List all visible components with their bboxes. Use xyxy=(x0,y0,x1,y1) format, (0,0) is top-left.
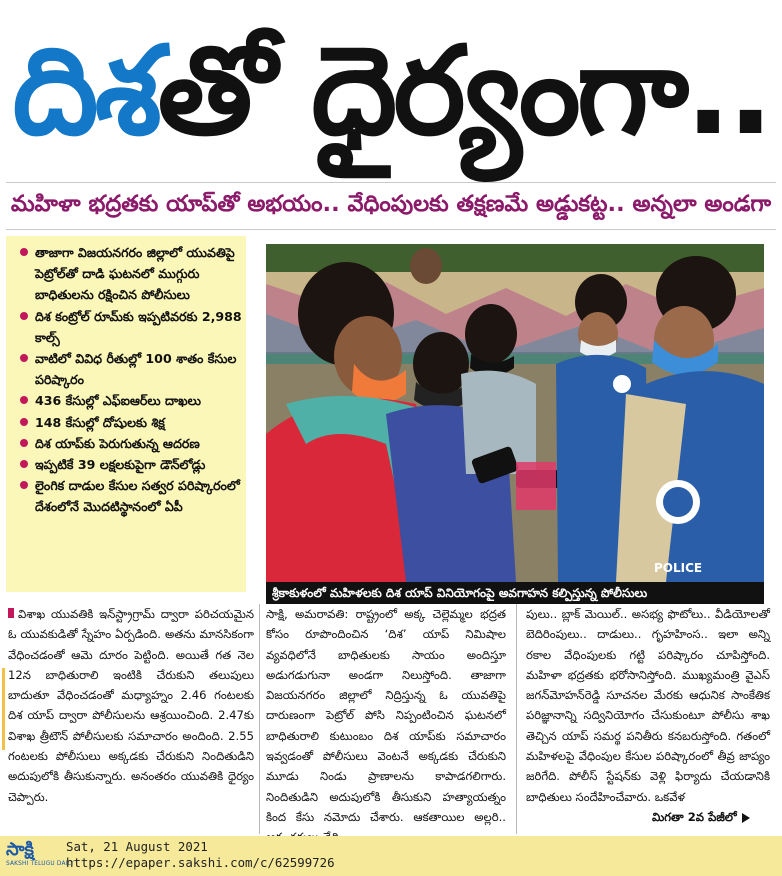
highlight-item: లైంగిక దాడుల కేసుల సత్వర పరిష్కారంలో దేశంలోనే మొదటిస్థానంలో ఏపీ xyxy=(20,475,242,517)
bullet-dot-icon xyxy=(20,460,28,468)
column-divider xyxy=(259,604,260,834)
highlight-item: తాజాగా విజయనగరం జిల్లాలో యువతిపై పెట్రోల్‌తో దాడి ఘటనలో ముగ్గురు బాధితులను రక్షించిన పోలీసులు xyxy=(20,242,242,306)
continued-note[interactable]: మిగతా 2వ పేజీలో xyxy=(652,810,772,828)
bullet-dot-icon xyxy=(20,312,28,320)
subhead-rule-bottom xyxy=(6,229,776,230)
highlight-item: ఇప్పటికే 39 లక్షలకుపైగా డౌన్‌లోడ్లు xyxy=(20,454,242,475)
bullet-dot-icon xyxy=(20,354,28,362)
bullet-dot-icon xyxy=(20,248,28,256)
story-column-3: పులు.. బ్లాక్‌ మెయిల్‌.. అసభ్య ఫొటోలు.. వీడియోలతో బెదిరింపులు.. దాడులు.. గృహహింస.. ఇలా అన్ని రకాల వేధింపులకు గట్టి పరిష్కారం చూపిస్తోంది. మహిళా భద్రతకు భరోసానిస్తోంది. ముఖ్యమంత్రి వైఎస్‌ జగన్‌మోహన్‌రెడ్డి సూచనల మేరకు ఆధునిక సాంకేతిక పరిజ్ఞానాన్ని సద్వినియోగం చేసుకుంటూ పోలీసు శాఖ తెచ్చిన యాప్‌ సమర్థ పనితీరు కనబరుస్తోంది. గతంలో మహిళలపై వేధింపుల కేసుల పరిష్కారంలో తీవ్ర జాప్యం జరిగేది. పోలీస్‌ స్టేషన్‌కు వెళ్లి ఫిర్యాదు చేయడానికి బాధితులు సందేహించేవారు. ఒకవేళ xyxy=(526,607,770,804)
story-column-2: సాక్షి, అమరావతి: రాష్ట్రంలో అక్క చెల్లెమ్మల భద్రత కోసం రూపొందించిన ‘దిశ’ యాప్‌ నిమిషాల వ్యవధిలోనే బాధితులకు సాయం అందిస్తూ అడుగడుగునా అండగా నిలుస్తోంది. తాజాగా విజయనగరం జిల్లాలో నిద్రిస్తున్న ఓ యువతిపై దారుణంగా పెట్రోల్‌ పోసి నిప్పంటించిన ఘటనలో బాధితురాలి కుటుంబం దిశ యాప్‌కు సమాచారం ఇవ్వడంతో పోలీసులు వెంటనే అక్కడకు చేరుకుని మూడు నిండు ప్రాణాలను కాపాడగలిగారు. నిందితుడిని అదుపులోకి తీసుకుని హత్యాయత్నం కింద కేసు నమోదు చేశారు. ఆకతాయిల అల్లరి.. xyxy=(266,607,506,824)
subheadline: మహిళా భద్రతకు యాప్‌తో అభయం.. వేధింపులకు తక్షణమే అడ్డుకట్ట.. అన్నలా అండగా xyxy=(10,190,772,217)
highlight-item: వాటిలో వివిధ రీతుల్లో 100 శాతం కేసుల పరిష్కారం xyxy=(20,348,242,390)
news-photo xyxy=(266,244,764,582)
headline-part-black: తో ధైర్యంగా.. xyxy=(157,20,770,162)
bullet-dot-icon xyxy=(20,481,28,489)
bullet-dot-icon xyxy=(20,418,28,426)
photo-illustration xyxy=(266,244,764,582)
sakshi-logo: సాక్షి SAKSHI TELUGU DAILY xyxy=(6,839,74,867)
column-marker xyxy=(2,668,5,750)
highlight-item: దిశ యాప్‌కు పెరుగుతున్న ఆదరణ xyxy=(20,433,242,454)
footer-url[interactable]: https://epaper.sakshi.com/c/62599726 xyxy=(66,855,335,870)
subhead-rule-top xyxy=(6,182,776,183)
highlight-item: 148 కేసుల్లో దోషులకు శిక్ష xyxy=(20,412,242,433)
highlights-box xyxy=(6,236,246,592)
story-column-1-text: విశాఖ యువతికి ఇన్‌స్ట్రాగ్రామ్‌ ద్వారా పరిచయమైన ఓ యువకుడితో స్నేహం ఏర్పడింది. అతను మానసికంగా వేధించడంతో ఆమె దూరం పెట్టింది. అయితే గత నెల 12న బాధితురాలి ఇంటికి చేరుకుని తలుపులు బాదుతూ వేధించడంతో మధ్యాహ్నం 2.46 గంటలకు దిశ యాప్‌ ద్వారా పోలీసులను ఆశ్రయించింది. 2.47కు విశాఖ త్రీటౌన్‌ పోలీసులకు సమాచారం అందింది. 2.55 గంటలకు పోలీసులు అక్కడకు చేరుకుని నిందితుడిని అదుపులోకి తీసుకున్నారు. అనంతరం యువతికి ధైర్యం చెప్పారు. xyxy=(8,607,254,804)
headline-part-blue: దిశ xyxy=(12,20,158,162)
column-divider xyxy=(516,604,517,834)
bullet-dot-icon xyxy=(20,439,28,447)
story-start-marker xyxy=(8,608,14,618)
headline xyxy=(6,2,776,180)
play-arrow-icon xyxy=(742,813,750,823)
story-column-1 xyxy=(8,604,254,836)
highlight-item: 436 కేసుల్లో ఎఫ్‌ఐఆర్‌లు దాఖలు xyxy=(20,390,242,411)
photo-caption: శ్రీకాకుళంలో మహిళలకు దిశ యాప్‌ వినియోగంపై అవగాహన కల్పిస్తున్న పోలీసులు xyxy=(266,582,764,604)
footer-date: Sat, 21 August 2021 xyxy=(66,839,208,854)
jacket-text: POLICE xyxy=(654,561,703,575)
highlight-item: దిశ కంట్రోల్‌ రూమ్‌కు ఇప్పటివరకు 2,988 కాల్స్‌ xyxy=(20,306,242,348)
bullet-dot-icon xyxy=(20,396,28,404)
